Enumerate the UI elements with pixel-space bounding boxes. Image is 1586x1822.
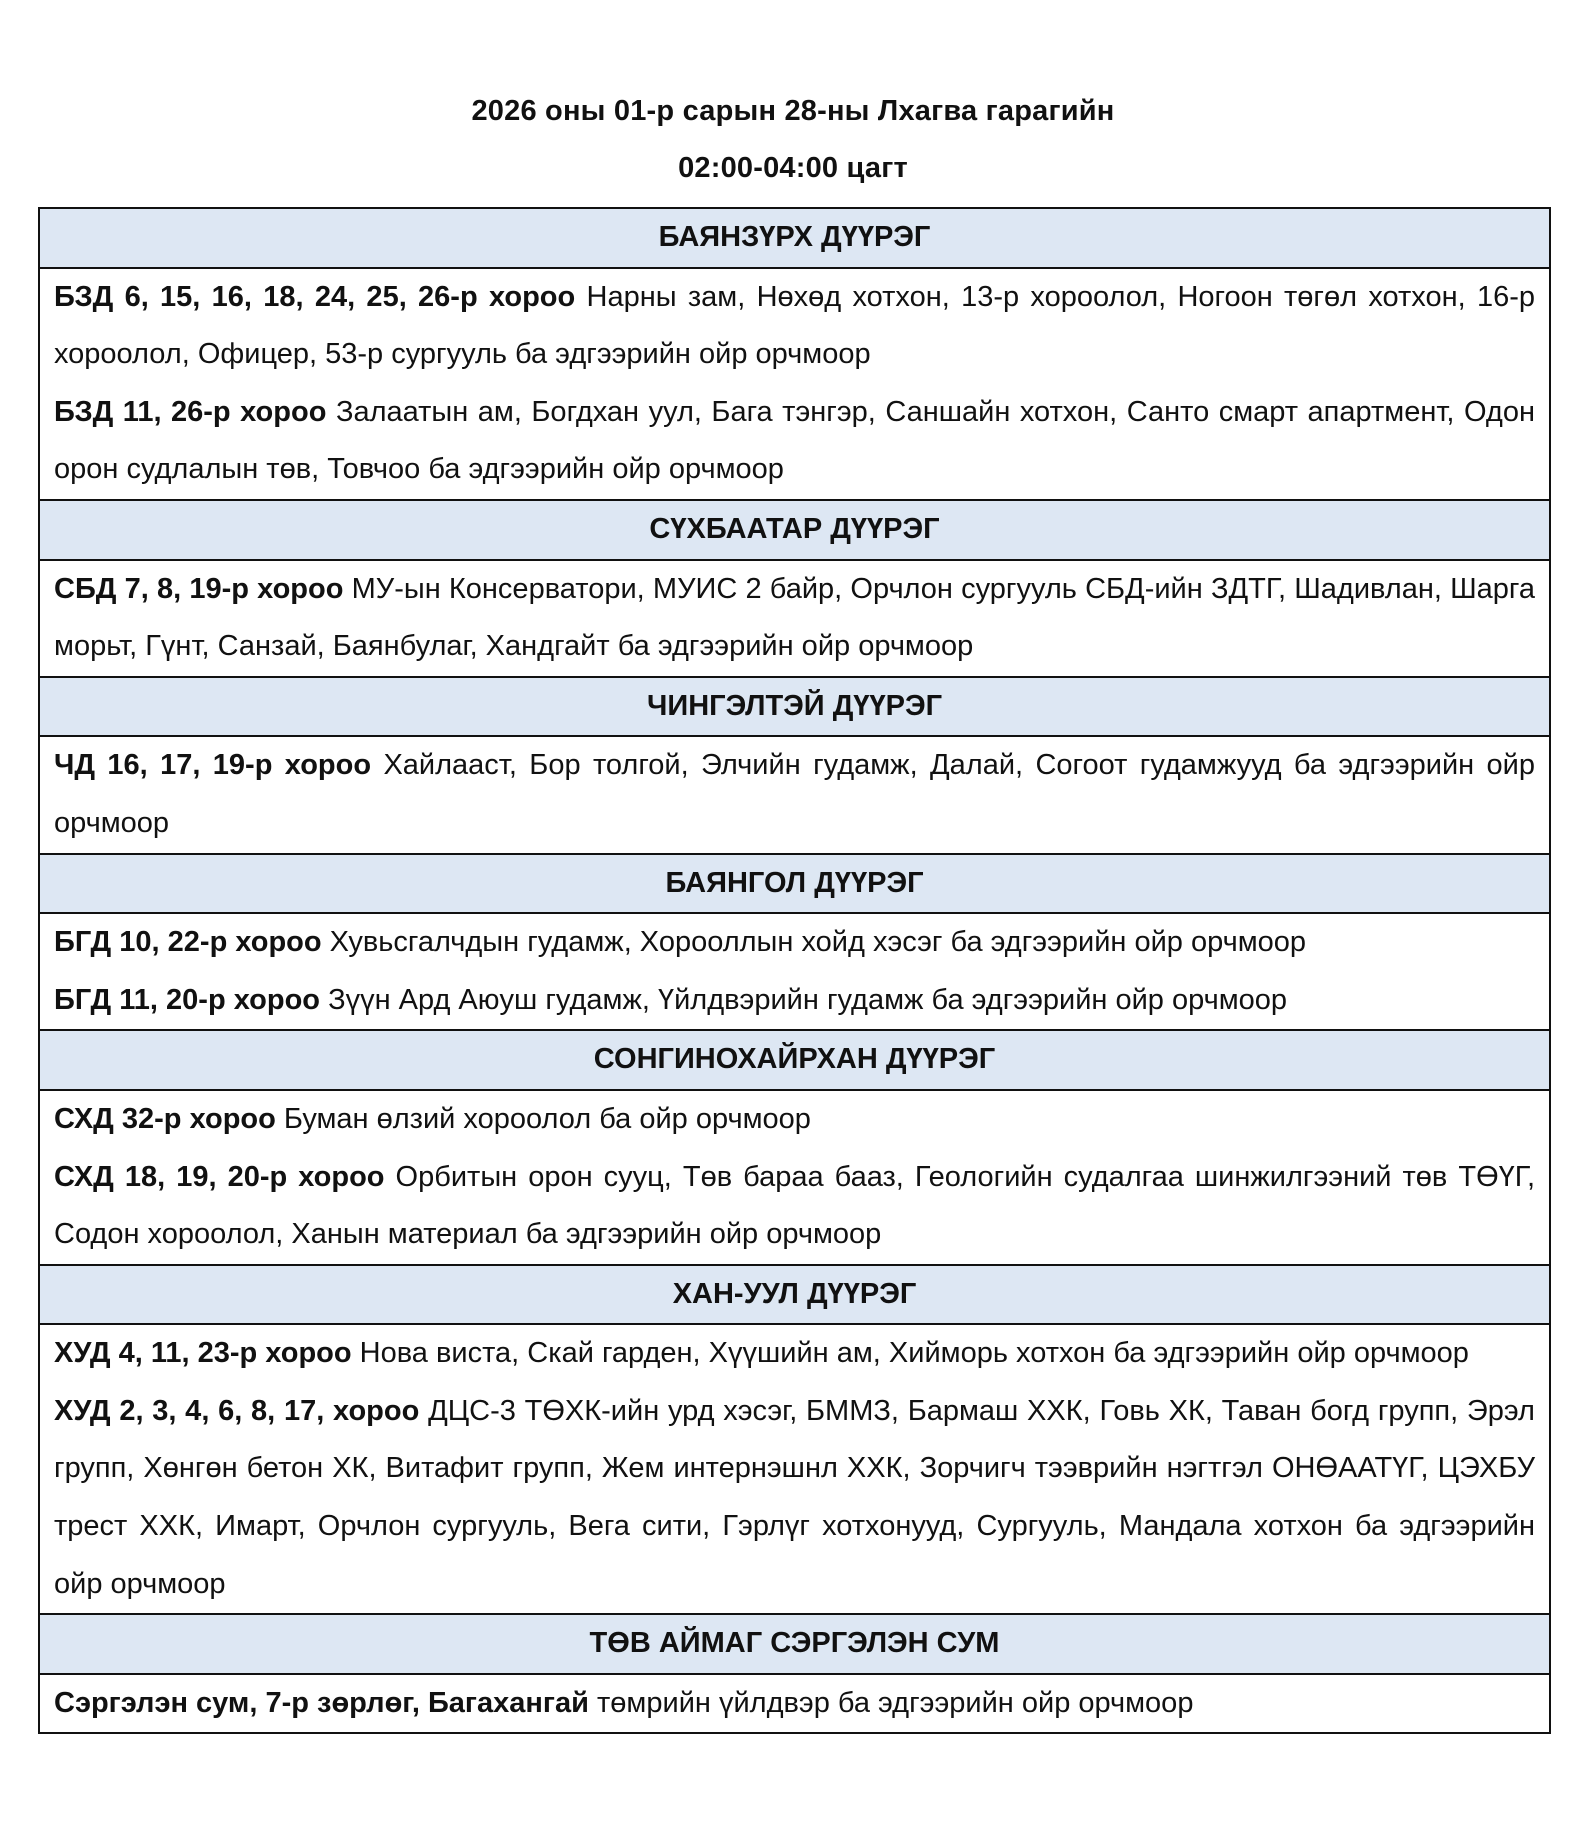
district-header: СОНГИНОХАЙРХАН ДҮҮРЭГ bbox=[39, 1030, 1550, 1090]
district-entries-cell bbox=[39, 1674, 1550, 1734]
district-entries-row bbox=[39, 268, 1550, 500]
khoroo-label: СХД 32-р хороо bbox=[54, 1102, 276, 1135]
affected-areas-text: Зүүн Ард Аюуш гудамж, Үйлдвэрийн гудамж ба эдгээрийн ойр орчмоор bbox=[328, 983, 1288, 1016]
khoroo-label: ХУД 2, 3, 4, 6, 8, 17, хороо bbox=[54, 1394, 420, 1427]
district-header: ТӨВ АЙМАГ СЭРГЭЛЭН СУМ bbox=[39, 1614, 1550, 1674]
district-entries-cell bbox=[39, 1324, 1550, 1614]
district-header-row bbox=[39, 208, 1550, 268]
affected-areas-text: ДЦС-3 ТӨХК-ийн урд хэсэг, БММЗ, Бармаш ХХК, Говь ХК, Таван богд групп, Эрэл групп, Хөнгөн бетон ХК, Витафит групп, Жем интернэшнл ХХК, Зорчигч тээврийн нэгтгэл ОНӨААТҮГ, ЦЭХБУ трест ХХК, Имарт, Орчлон сургууль, Вега сити, Гэрлүг хотхонууд, Сургууль, Мандала хотхон ба эдгээрийн ойр орчмоор bbox=[54, 1394, 1535, 1600]
outage-entry bbox=[54, 269, 1535, 384]
outage-entry bbox=[54, 914, 1535, 972]
khoroo-label: БЗД 11, 26-р хороо bbox=[54, 395, 327, 428]
khoroo-label: ХУД 4, 11, 23-р хороо bbox=[54, 1337, 352, 1370]
affected-areas-text: Хайлааст, Бор толгой, Элчийн гудамж, Далай, Согоот гудамжууд ба эдгээрийн ойр орчмоор bbox=[54, 749, 1535, 839]
district-header: ЧИНГЭЛТЭЙ ДҮҮРЭГ bbox=[39, 677, 1550, 737]
district-entries-row bbox=[39, 560, 1550, 677]
district-entries-cell bbox=[39, 1090, 1550, 1265]
district-header-row bbox=[39, 677, 1550, 737]
district-entries-cell bbox=[39, 736, 1550, 853]
outage-entry bbox=[54, 972, 1535, 1030]
district-header-row bbox=[39, 1614, 1550, 1674]
outage-entry bbox=[54, 1325, 1535, 1383]
affected-areas-text: Нарны зам, Нөхөд хотхон, 13-р хороолол, Ногоон төгөл хотхон, 16-р хороолол, Офицер, 53-р сургууль ба эдгээрийн ойр орчмоор bbox=[54, 280, 1535, 371]
outage-entry bbox=[54, 1675, 1535, 1733]
district-header-row bbox=[39, 854, 1550, 914]
outage-entry bbox=[54, 1149, 1535, 1264]
district-header-row bbox=[39, 500, 1550, 560]
outage-entry bbox=[54, 384, 1535, 499]
khoroo-label: БГД 11, 20-р хороо bbox=[54, 983, 320, 1016]
district-header-row bbox=[39, 1030, 1550, 1090]
notice-title-date: 2026 оны 01-р сарын 28-ны Лхагва гарагийн bbox=[471, 95, 1115, 127]
district-entries-cell bbox=[39, 913, 1550, 1030]
district-header-row bbox=[39, 1265, 1550, 1325]
affected-areas-text: Буман өлзий хороолол ба ойр орчмоор bbox=[283, 1102, 811, 1135]
affected-areas-text: Орбитын орон сууц, Төв бараа бааз, Геологийн судалгаа шинжилгээний төв ТӨҮГ, Содон хороолол, Ханын материал ба эдгээрийн ойр орчмоор bbox=[54, 1160, 1535, 1251]
khoroo-label: ЧД 16, 17, 19-р хороо bbox=[54, 749, 372, 782]
district-entries-cell bbox=[39, 560, 1550, 677]
district-entries-row bbox=[39, 1674, 1550, 1734]
outage-table-body bbox=[39, 208, 1550, 1733]
khoroo-label: БГД 10, 22-р хороо bbox=[54, 926, 322, 959]
district-header: ХАН-УУЛ ДҮҮРЭГ bbox=[39, 1265, 1550, 1325]
khoroo-label: Сэргэлэн сум, 7-р зөрлөг, Багахангай bbox=[54, 1686, 589, 1719]
outage-entry bbox=[54, 1091, 1535, 1149]
outage-entry bbox=[54, 737, 1535, 852]
affected-areas-text: Залаатын ам, Богдхан уул, Бага тэнгэр, Саншайн хотхон, Санто смарт апартмент, Одон орон судлалын төв, Товчоо ба эдгээрийн ойр орчмоор bbox=[54, 395, 1535, 486]
outage-schedule-table bbox=[38, 207, 1551, 1734]
district-header: СҮХБААТАР ДҮҮРЭГ bbox=[39, 500, 1550, 560]
khoroo-label: БЗД 6, 15, 16, 18, 24, 25, 26-р хороо bbox=[54, 280, 576, 313]
outage-entry bbox=[54, 1383, 1535, 1613]
district-entries-row bbox=[39, 1324, 1550, 1614]
district-header: БАЯНГОЛ ДҮҮРЭГ bbox=[39, 854, 1550, 914]
notice-title-time: 02:00-04:00 цагт bbox=[678, 152, 908, 184]
district-header: БАЯНЗҮРХ ДҮҮРЭГ bbox=[39, 208, 1550, 268]
district-entries-row bbox=[39, 1090, 1550, 1265]
khoroo-label: СБД 7, 8, 19-р хороо bbox=[54, 572, 344, 605]
district-entries-row bbox=[39, 913, 1550, 1030]
affected-areas-text: Нова виста, Скай гарден, Хүүшийн ам, Хийморь хотхон ба эдгээрийн ойр орчмоор bbox=[359, 1337, 1469, 1370]
affected-areas-text: МУ-ын Консерватори, МУИС 2 байр, Орчлон сургууль СБД-ийн ЗДТГ, Шадивлан, Шарга морьт, Гүнт, Санзай, Баянбулаг, Хандгайт ба эдгээрийн ойр орчмоор bbox=[54, 572, 1535, 663]
outage-entry bbox=[54, 561, 1535, 676]
khoroo-label: СХД 18, 19, 20-р хороо bbox=[54, 1160, 385, 1193]
district-entries-cell bbox=[39, 268, 1550, 500]
district-entries-row bbox=[39, 736, 1550, 853]
affected-areas-text: төмрийн үйлдвэр ба эдгээрийн ойр орчмоор bbox=[597, 1686, 1194, 1719]
affected-areas-text: Хувьсгалчдын гудамж, Хорооллын хойд хэсэг ба эдгээрийн ойр орчмоор bbox=[329, 926, 1307, 959]
